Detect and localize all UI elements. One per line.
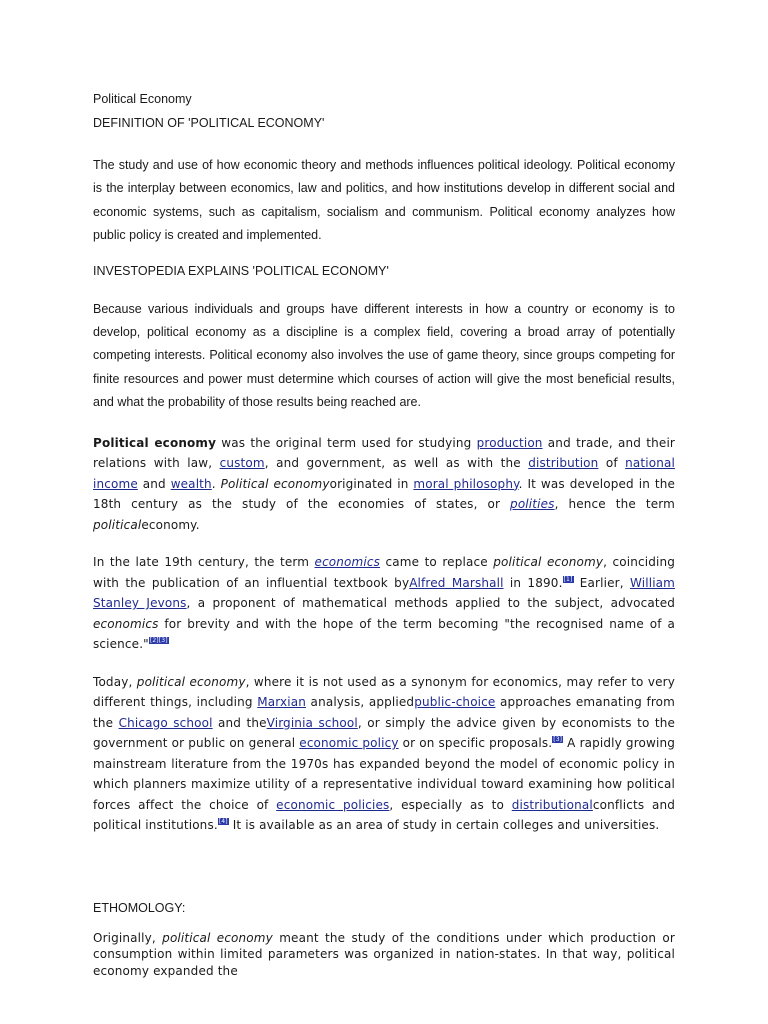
wiki-paragraph-history: Political economy was the original term used for studying production and trade, and their relations with law, custom, and government, as well as with the distribution of national income and wealth. Political economyoriginated in moral philosophy. It was developed in the 18th century as the study of the economies of states, or polities, hence the term politicaleconomy. <box>93 435 676 532</box>
citation-4[interactable]: [4] <box>218 818 228 826</box>
citation-1[interactable]: [1] <box>563 575 573 583</box>
link-economic-policy[interactable]: economic policy <box>299 736 399 751</box>
link-wealth[interactable]: wealth <box>170 476 212 491</box>
wiki-paragraph-economics: In the late 19th century, the term economics came to replace political economy, coinciding with the publication of an influential textbook byAlfred Marshall in 1890.[1] Earlier, William Stanley Jevons, a proponent of mathematical methods applied to the subject, advocated economics for brevity and with the hope of the term becoming "the recognised name of a science."[2][3] <box>93 555 676 652</box>
link-virginia-school[interactable]: Virginia school <box>266 715 358 730</box>
link-economics[interactable]: economics <box>314 555 381 570</box>
investopedia-heading: INVESTOPEDIA EXPLAINS 'POLITICAL ECONOMY' <box>93 263 389 278</box>
citation-2-3[interactable]: [2][3] <box>149 637 168 645</box>
link-distributional[interactable]: distributional <box>511 797 593 812</box>
wiki-paragraph-today: Today, political economy, where it is not used as a synonym for economics, may refer to very different things, including Marxian analysis, appliedpublic-choice approaches emanating from the Chicago school and theVirginia school, or simply the advice given by economists to the government or public on general economic policy or on specific proposals.[3] A rapidly growing mainstream literature from the 1970s has expanded beyond the model of economic policy in which planners maximize utility of a representative individual toward examining how political forces affect the choice of economic policies, especially as to distributionalconflicts and political institutions.[4] It is available as an area of study in certain colleges and universities. <box>93 674 676 833</box>
definition-heading: DEFINITION OF 'POLITICAL ECONOMY' <box>93 116 325 130</box>
link-polities[interactable]: polities <box>510 497 555 512</box>
investopedia-paragraph: Because various individuals and groups have different interests in how a country or economy is to develop, political economy as a discipline is a complex field, covering a broad array of potentially competing interests. Political economy also involves the use of game theory, since groups competing for finite resources and power must determine which courses of action will give the most beneficial results, and what the probability of those results being reached are. <box>93 301 675 410</box>
link-economic-policies[interactable]: economic policies <box>276 797 390 812</box>
link-moral-philosophy[interactable]: moral philosophy <box>413 476 519 491</box>
document-page <box>93 90 675 979</box>
link-public-choice[interactable]: public-choice <box>414 695 496 710</box>
definition-paragraph: The study and use of how economic theory and methods influences political ideology. Political economy is the interplay between economics, law and politics, and how institutions develop in different social and economic systems, such as capitalism, socialism and communism. Political economy analyzes how public policy is created and implemented. <box>93 158 675 243</box>
link-national-income[interactable]: national income <box>93 456 676 491</box>
link-jevons[interactable]: William Stanley Jevons <box>93 575 676 611</box>
link-custom[interactable]: custom <box>219 456 265 471</box>
wiki-paragraph-etymology: Originally, political economy meant the study of the conditions under which production or consumption within limited parameters was organized in nation-states. In that way, political economy expanded the <box>93 930 675 978</box>
link-chicago-school[interactable]: Chicago school <box>118 715 213 730</box>
bold-term: Political economy <box>93 435 217 450</box>
link-marxian[interactable]: Marxian <box>257 695 306 710</box>
link-distribution[interactable]: distribution <box>528 456 599 471</box>
link-production[interactable]: production <box>476 435 543 450</box>
citation-3[interactable]: [3] <box>553 736 563 744</box>
document-title: Political Economy <box>93 92 192 106</box>
link-alfred-marshall[interactable]: Alfred Marshall <box>409 575 504 590</box>
etymology-heading: ETHOMOLOGY: <box>93 900 186 915</box>
